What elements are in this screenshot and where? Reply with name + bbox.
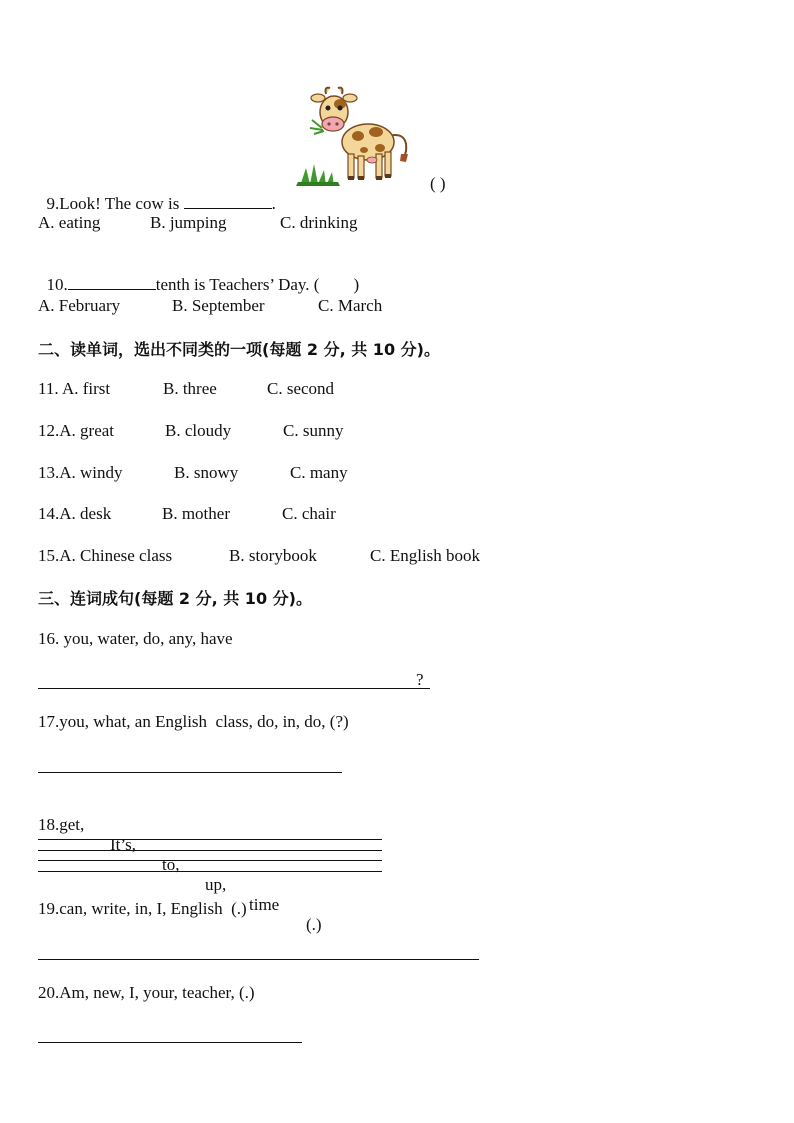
question-15 [38, 546, 172, 566]
section-3-heading: 三、连词成句(每题 2 分, 共 10 分)。 [38, 589, 312, 608]
answer-line[interactable] [38, 1042, 302, 1043]
question-mark: ? [416, 670, 424, 689]
answer-line[interactable] [38, 871, 382, 872]
question-12 [38, 421, 114, 441]
option-c[interactable]: C. drinking [280, 213, 358, 232]
answer-line[interactable] [38, 772, 342, 773]
option-b[interactable]: B. jumping [150, 213, 227, 232]
option-a[interactable]: A. desk [59, 504, 112, 523]
question-13 [38, 463, 123, 483]
word: (.) [306, 915, 322, 934]
answer-blank[interactable] [68, 275, 156, 290]
answer-line[interactable] [38, 839, 382, 840]
question-9 [38, 174, 276, 214]
question-number: 13. [38, 463, 60, 482]
word: to, [162, 855, 180, 874]
question-9-tail: . [271, 194, 276, 213]
question-20-text: 20.Am, new, I, your, teacher, (.) [38, 983, 255, 1002]
question-19-text: 19.can, write, in, I, English (.) [38, 899, 247, 918]
option-b[interactable]: B. three [163, 379, 217, 398]
option-c[interactable]: C. English book [370, 546, 481, 565]
option-c[interactable]: C. sunny [283, 421, 344, 440]
question-10-number: 10. [46, 275, 68, 294]
question-11 [38, 379, 110, 399]
question-9-text: 9.Look! The cow is [46, 194, 184, 213]
option-b[interactable]: B. snowy [174, 463, 239, 482]
answer-line[interactable] [38, 850, 382, 851]
option-b[interactable]: B. September [172, 296, 265, 315]
word: time [249, 895, 280, 914]
answer-line[interactable] [38, 959, 479, 960]
option-b[interactable]: B. cloudy [165, 421, 232, 440]
question-number: 12. [38, 421, 60, 440]
answer-line[interactable] [38, 860, 382, 861]
question-number: 14. [38, 504, 60, 523]
word: up, [205, 875, 227, 894]
question-number: 11. [38, 379, 62, 398]
option-a[interactable]: A. great [59, 421, 115, 440]
section-2-heading: 二、读单词，选出不同类的一项(每题 2 分, 共 10 分)。 [38, 340, 440, 359]
option-a[interactable]: A. Chinese class [59, 546, 173, 565]
question-10-text: tenth is Teachers’ Day. ( ) [155, 275, 360, 294]
option-c[interactable]: C. many [290, 463, 348, 482]
answer-blank[interactable] [184, 194, 272, 209]
question-14 [38, 504, 111, 524]
word: It’s, [110, 835, 136, 854]
option-b[interactable]: B. mother [162, 504, 230, 523]
option-a[interactable]: A. first [61, 379, 111, 398]
cow-eating-grass-icon [296, 84, 420, 188]
option-c[interactable]: C. chair [282, 504, 336, 523]
answer-line[interactable] [38, 688, 430, 689]
question-10 [38, 255, 359, 295]
answer-parentheses[interactable]: ( ) [430, 174, 446, 193]
question-16-text: 16. you, water, do, any, have [38, 629, 233, 648]
option-c[interactable]: C. March [318, 296, 383, 315]
option-a[interactable]: A. windy [59, 463, 123, 482]
option-a[interactable]: A. February [38, 296, 121, 315]
option-a[interactable]: A. eating [38, 213, 101, 232]
question-number: 15. [38, 546, 60, 565]
option-c[interactable]: C. second [267, 379, 335, 398]
word: 18.get, [38, 815, 85, 834]
option-b[interactable]: B. storybook [229, 546, 317, 565]
question-17-text: 17.you, what, an English class, do, in, do, (?) [38, 712, 349, 731]
